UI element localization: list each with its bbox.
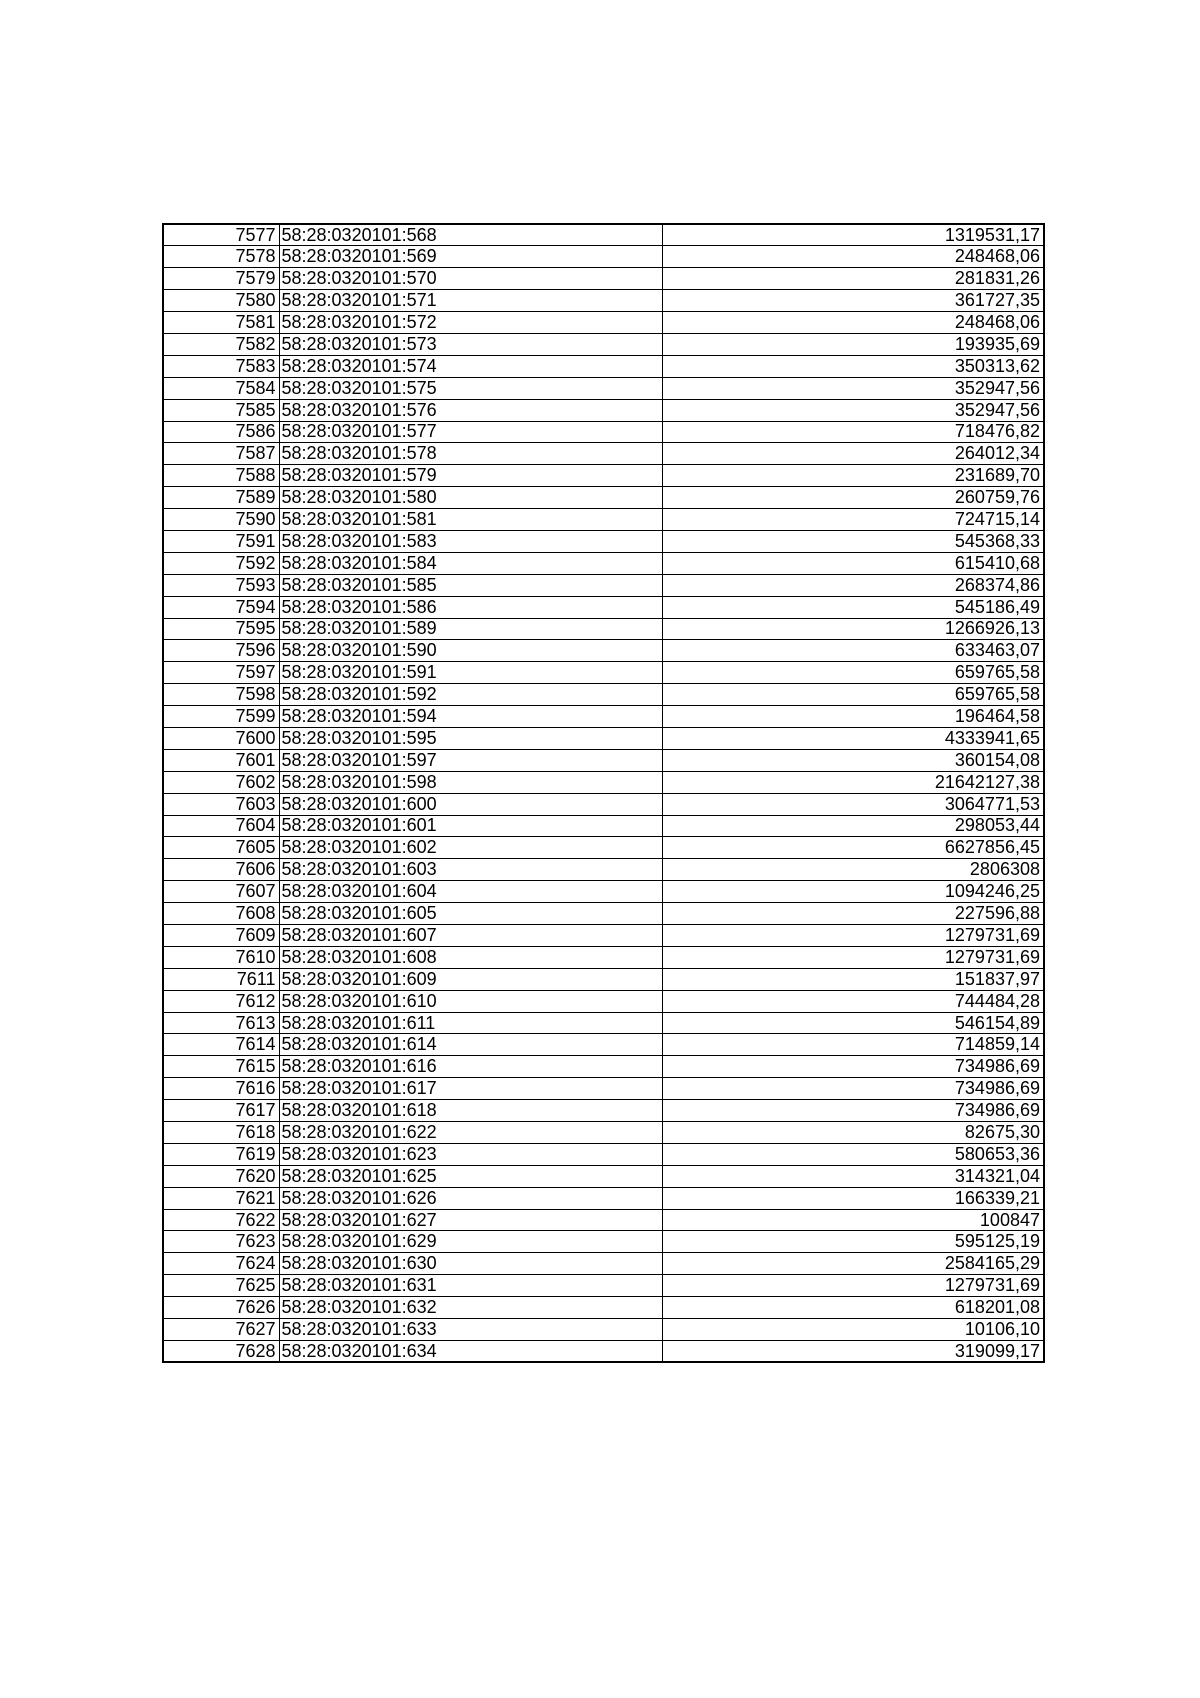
cadastral-number-cell: 58:28:0320101:630 (279, 1253, 662, 1275)
cadastral-value-cell: 350313,62 (662, 355, 1044, 377)
row-number-cell: 7595 (163, 618, 279, 640)
cadastral-value-cell: 2584165,29 (662, 1253, 1044, 1275)
cadastral-value-cell: 319099,17 (662, 1340, 1044, 1362)
cadastral-value-cell: 1319531,17 (662, 224, 1044, 246)
cadastral-number-cell: 58:28:0320101:600 (279, 793, 662, 815)
row-number-cell: 7610 (163, 946, 279, 968)
cadastral-number-cell: 58:28:0320101:631 (279, 1275, 662, 1297)
table-row (163, 727, 1044, 749)
row-number-cell: 7628 (163, 1340, 279, 1362)
table-row (163, 881, 1044, 903)
cadastral-value-cell: 248468,06 (662, 312, 1044, 334)
table-row (163, 1297, 1044, 1319)
row-number-cell: 7594 (163, 596, 279, 618)
row-number-cell: 7582 (163, 333, 279, 355)
cadastral-value-cell: 361727,35 (662, 290, 1044, 312)
cadastral-number-cell: 58:28:0320101:627 (279, 1209, 662, 1231)
row-number-cell: 7623 (163, 1231, 279, 1253)
cadastral-number-cell: 58:28:0320101:581 (279, 509, 662, 531)
table-row (163, 1078, 1044, 1100)
cadastral-number-cell: 58:28:0320101:573 (279, 333, 662, 355)
table-row (163, 903, 1044, 925)
table-row (163, 1209, 1044, 1231)
table-row (163, 640, 1044, 662)
row-number-cell: 7605 (163, 837, 279, 859)
cadastral-number-cell: 58:28:0320101:603 (279, 859, 662, 881)
cadastral-number-cell: 58:28:0320101:572 (279, 312, 662, 334)
cadastral-number-cell: 58:28:0320101:611 (279, 1012, 662, 1034)
cadastral-number-cell: 58:28:0320101:623 (279, 1143, 662, 1165)
cadastral-number-cell: 58:28:0320101:570 (279, 268, 662, 290)
cadastral-number-cell: 58:28:0320101:576 (279, 399, 662, 421)
row-number-cell: 7591 (163, 530, 279, 552)
row-number-cell: 7598 (163, 684, 279, 706)
table-row (163, 552, 1044, 574)
row-number-cell: 7604 (163, 815, 279, 837)
row-number-cell: 7614 (163, 1034, 279, 1056)
cadastral-number-cell: 58:28:0320101:569 (279, 246, 662, 268)
table-row (163, 487, 1044, 509)
cadastral-value-cell: 1279731,69 (662, 925, 1044, 947)
row-number-cell: 7603 (163, 793, 279, 815)
cadastral-value-cell: 1279731,69 (662, 1275, 1044, 1297)
cadastral-number-cell: 58:28:0320101:608 (279, 946, 662, 968)
row-number-cell: 7606 (163, 859, 279, 881)
table-row (163, 443, 1044, 465)
cadastral-value-cell: 545368,33 (662, 530, 1044, 552)
cadastral-number-cell: 58:28:0320101:604 (279, 881, 662, 903)
cadastral-value-cell: 314321,04 (662, 1165, 1044, 1187)
cadastral-value-cell: 352947,56 (662, 399, 1044, 421)
table-row (163, 1056, 1044, 1078)
cadastral-number-cell: 58:28:0320101:605 (279, 903, 662, 925)
table-row (163, 684, 1044, 706)
cadastral-number-cell: 58:28:0320101:622 (279, 1122, 662, 1144)
row-number-cell: 7616 (163, 1078, 279, 1100)
table-row (163, 771, 1044, 793)
cadastral-number-cell: 58:28:0320101:592 (279, 684, 662, 706)
cadastral-value-cell: 595125,19 (662, 1231, 1044, 1253)
row-number-cell: 7619 (163, 1143, 279, 1165)
row-number-cell: 7600 (163, 727, 279, 749)
table-row (163, 1143, 1044, 1165)
row-number-cell: 7611 (163, 968, 279, 990)
table-row (163, 990, 1044, 1012)
cadastral-number-cell: 58:28:0320101:616 (279, 1056, 662, 1078)
cadastral-number-cell: 58:28:0320101:609 (279, 968, 662, 990)
cadastral-number-cell: 58:28:0320101:597 (279, 749, 662, 771)
row-number-cell: 7577 (163, 224, 279, 246)
cadastral-number-cell: 58:28:0320101:601 (279, 815, 662, 837)
cadastral-value-cell: 734986,69 (662, 1056, 1044, 1078)
row-number-cell: 7578 (163, 246, 279, 268)
row-number-cell: 7612 (163, 990, 279, 1012)
cadastral-value-cell: 82675,30 (662, 1122, 1044, 1144)
cadastral-value-cell: 1094246,25 (662, 881, 1044, 903)
table-row (163, 268, 1044, 290)
table-row (163, 859, 1044, 881)
cadastral-value-cell: 151837,97 (662, 968, 1044, 990)
table-row (163, 399, 1044, 421)
row-number-cell: 7590 (163, 509, 279, 531)
table-row (163, 1165, 1044, 1187)
cadastral-number-cell: 58:28:0320101:594 (279, 706, 662, 728)
table-row (163, 968, 1044, 990)
cadastral-value-cell: 659765,58 (662, 684, 1044, 706)
table-row (163, 312, 1044, 334)
cadastral-number-cell: 58:28:0320101:598 (279, 771, 662, 793)
table-row (163, 596, 1044, 618)
cadastral-number-cell: 58:28:0320101:595 (279, 727, 662, 749)
cadastral-number-cell: 58:28:0320101:610 (279, 990, 662, 1012)
cadastral-value-cell: 260759,76 (662, 487, 1044, 509)
cadastral-number-cell: 58:28:0320101:602 (279, 837, 662, 859)
table-row (163, 1100, 1044, 1122)
table-row (163, 1012, 1044, 1034)
table-row (163, 574, 1044, 596)
row-number-cell: 7593 (163, 574, 279, 596)
row-number-cell: 7624 (163, 1253, 279, 1275)
cadastral-number-cell: 58:28:0320101:568 (279, 224, 662, 246)
cadastral-number-cell: 58:28:0320101:625 (279, 1165, 662, 1187)
row-number-cell: 7580 (163, 290, 279, 312)
table-row (163, 793, 1044, 815)
cadastral-value-cell: 545186,49 (662, 596, 1044, 618)
row-number-cell: 7583 (163, 355, 279, 377)
cadastral-value-cell: 6627856,45 (662, 837, 1044, 859)
cadastral-value-cell: 580653,36 (662, 1143, 1044, 1165)
cadastral-value-cell: 231689,70 (662, 465, 1044, 487)
cadastral-value-cell: 100847 (662, 1209, 1044, 1231)
row-number-cell: 7581 (163, 312, 279, 334)
table-row (163, 1319, 1044, 1341)
cadastral-value-cell: 281831,26 (662, 268, 1044, 290)
table-row (163, 1253, 1044, 1275)
cadastral-number-cell: 58:28:0320101:591 (279, 662, 662, 684)
row-number-cell: 7625 (163, 1275, 279, 1297)
cadastral-value-cell: 1266926,13 (662, 618, 1044, 640)
row-number-cell: 7615 (163, 1056, 279, 1078)
row-number-cell: 7592 (163, 552, 279, 574)
table-row (163, 1275, 1044, 1297)
row-number-cell: 7607 (163, 881, 279, 903)
table-row (163, 1231, 1044, 1253)
row-number-cell: 7584 (163, 377, 279, 399)
cadastral-value-cell: 193935,69 (662, 333, 1044, 355)
cadastral-number-cell: 58:28:0320101:633 (279, 1319, 662, 1341)
table-row (163, 224, 1044, 246)
row-number-cell: 7588 (163, 465, 279, 487)
cadastral-number-cell: 58:28:0320101:632 (279, 1297, 662, 1319)
cadastral-number-cell: 58:28:0320101:634 (279, 1340, 662, 1362)
table-row (163, 1122, 1044, 1144)
row-number-cell: 7579 (163, 268, 279, 290)
table-row (163, 1340, 1044, 1362)
cadastral-number-cell: 58:28:0320101:579 (279, 465, 662, 487)
table-row (163, 530, 1044, 552)
row-number-cell: 7596 (163, 640, 279, 662)
row-number-cell: 7587 (163, 443, 279, 465)
row-number-cell: 7613 (163, 1012, 279, 1034)
cadastral-value-cell: 196464,58 (662, 706, 1044, 728)
table-row (163, 509, 1044, 531)
cadastral-value-cell: 718476,82 (662, 421, 1044, 443)
cadastral-number-cell: 58:28:0320101:571 (279, 290, 662, 312)
cadastral-value-cell: 734986,69 (662, 1100, 1044, 1122)
row-number-cell: 7589 (163, 487, 279, 509)
cadastral-number-cell: 58:28:0320101:578 (279, 443, 662, 465)
cadastral-number-cell: 58:28:0320101:580 (279, 487, 662, 509)
row-number-cell: 7608 (163, 903, 279, 925)
table-row (163, 355, 1044, 377)
cadastral-number-cell: 58:28:0320101:583 (279, 530, 662, 552)
cadastral-number-cell: 58:28:0320101:584 (279, 552, 662, 574)
row-number-cell: 7617 (163, 1100, 279, 1122)
table-row (163, 618, 1044, 640)
table-row (163, 1187, 1044, 1209)
row-number-cell: 7622 (163, 1209, 279, 1231)
cadastral-value-cell: 1279731,69 (662, 946, 1044, 968)
row-number-cell: 7618 (163, 1122, 279, 1144)
cadastral-value-cell: 298053,44 (662, 815, 1044, 837)
cadastral-number-cell: 58:28:0320101:590 (279, 640, 662, 662)
row-number-cell: 7599 (163, 706, 279, 728)
table-row (163, 946, 1044, 968)
cadastral-value-cell: 264012,34 (662, 443, 1044, 465)
table-row (163, 925, 1044, 947)
table-row (163, 246, 1044, 268)
cadastral-number-cell: 58:28:0320101:585 (279, 574, 662, 596)
cadastral-number-cell: 58:28:0320101:617 (279, 1078, 662, 1100)
cadastral-value-cell: 248468,06 (662, 246, 1044, 268)
row-number-cell: 7621 (163, 1187, 279, 1209)
cadastral-value-cell: 268374,86 (662, 574, 1044, 596)
cadastral-value-cell: 3064771,53 (662, 793, 1044, 815)
row-number-cell: 7585 (163, 399, 279, 421)
cadastral-number-cell: 58:28:0320101:575 (279, 377, 662, 399)
cadastral-value-cell: 21642127,38 (662, 771, 1044, 793)
table-row (163, 662, 1044, 684)
row-number-cell: 7597 (163, 662, 279, 684)
table-row (163, 837, 1044, 859)
cadastral-value-cell: 633463,07 (662, 640, 1044, 662)
cadastral-number-cell: 58:28:0320101:574 (279, 355, 662, 377)
row-number-cell: 7620 (163, 1165, 279, 1187)
cadastral-value-cell: 2806308 (662, 859, 1044, 881)
table-row (163, 815, 1044, 837)
cadastral-value-cell: 744484,28 (662, 990, 1044, 1012)
table-row (163, 465, 1044, 487)
row-number-cell: 7626 (163, 1297, 279, 1319)
table-row (163, 421, 1044, 443)
row-number-cell: 7586 (163, 421, 279, 443)
cadastral-value-cell: 352947,56 (662, 377, 1044, 399)
table-row (163, 749, 1044, 771)
table-row (163, 706, 1044, 728)
cadastral-number-cell: 58:28:0320101:607 (279, 925, 662, 947)
cadastral-value-cell: 4333941,65 (662, 727, 1044, 749)
cadastral-number-cell: 58:28:0320101:614 (279, 1034, 662, 1056)
table-row (163, 377, 1044, 399)
cadastral-number-cell: 58:28:0320101:618 (279, 1100, 662, 1122)
row-number-cell: 7601 (163, 749, 279, 771)
cadastral-number-cell: 58:28:0320101:629 (279, 1231, 662, 1253)
table-body (163, 224, 1044, 1362)
table-row (163, 290, 1044, 312)
table-row (163, 333, 1044, 355)
cadastral-value-cell: 227596,88 (662, 903, 1044, 925)
cadastral-value-cell: 724715,14 (662, 509, 1044, 531)
cadastral-value-cell: 360154,08 (662, 749, 1044, 771)
cadastral-value-cell: 734986,69 (662, 1078, 1044, 1100)
cadastral-value-cell: 659765,58 (662, 662, 1044, 684)
cadastral-value-cell: 618201,08 (662, 1297, 1044, 1319)
table-row (163, 1034, 1044, 1056)
cadastral-value-cell: 10106,10 (662, 1319, 1044, 1341)
cadastral-number-cell: 58:28:0320101:586 (279, 596, 662, 618)
row-number-cell: 7627 (163, 1319, 279, 1341)
row-number-cell: 7609 (163, 925, 279, 947)
cadastral-value-cell: 714859,14 (662, 1034, 1044, 1056)
cadastral-value-cell: 615410,68 (662, 552, 1044, 574)
row-number-cell: 7602 (163, 771, 279, 793)
cadastral-number-cell: 58:28:0320101:589 (279, 618, 662, 640)
cadastral-number-cell: 58:28:0320101:626 (279, 1187, 662, 1209)
cadastral-number-cell: 58:28:0320101:577 (279, 421, 662, 443)
cadastral-value-table (162, 223, 1045, 1363)
cadastral-value-cell: 166339,21 (662, 1187, 1044, 1209)
cadastral-value-cell: 546154,89 (662, 1012, 1044, 1034)
